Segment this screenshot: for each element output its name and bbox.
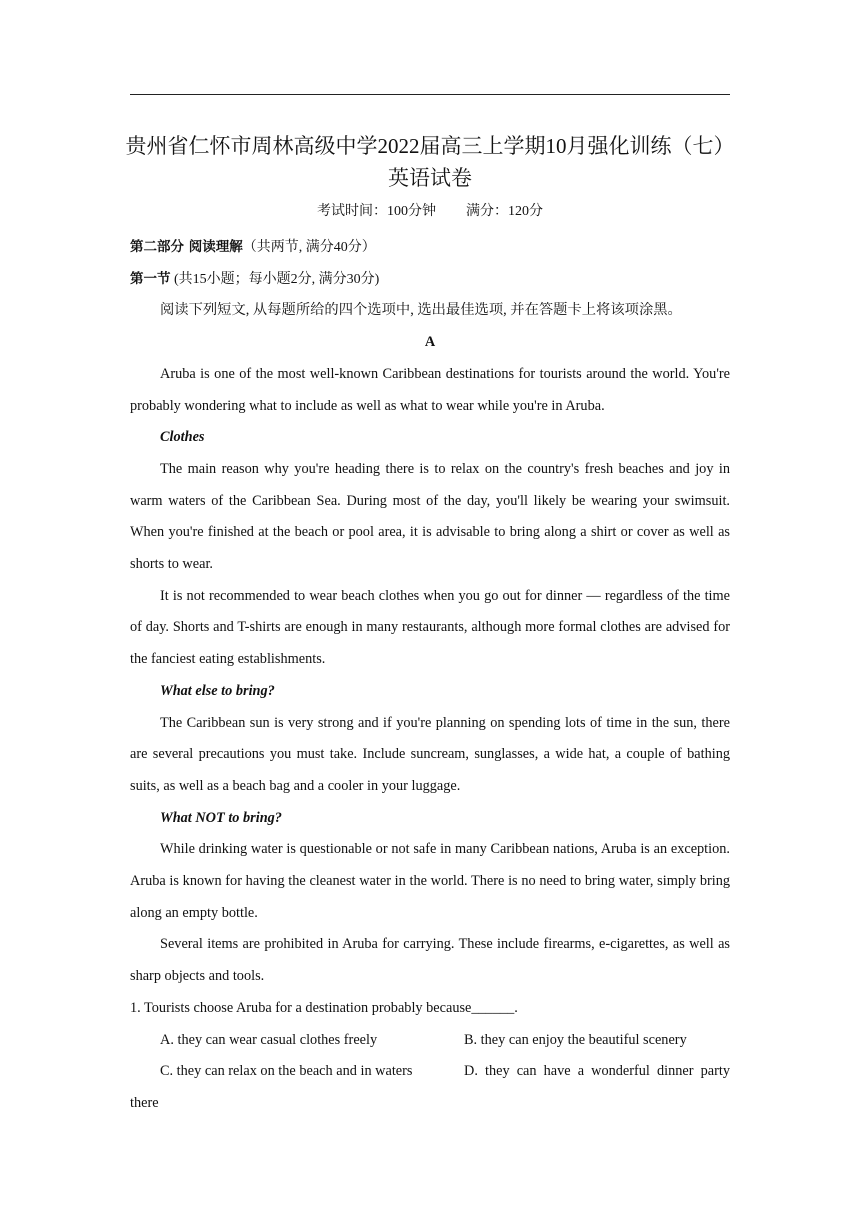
option-d-continuation: there xyxy=(130,1094,159,1111)
exam-info xyxy=(130,201,730,223)
part-two-note: （共两节, 满分40分） xyxy=(242,240,376,255)
question-1-stem: 1. Tourists choose Aruba for a destination probably because______. xyxy=(130,999,518,1016)
title-line-2: 英语试卷 xyxy=(388,166,472,190)
clothes-paragraph-1: The main reason why you're heading there is to relax on the country's fresh beaches and joy in warm waters of the Caribbean Sea. During most of the day, you'll likely be wearing your swimsuit. When you're finished at the beach or pool area, it is advisable to bring along a shirt or cover as well as shorts to wear. xyxy=(130,460,730,573)
what-not-paragraph-2: Several items are prohibited in Aruba for carrying. These include firearms, e-cigarettes, as well as sharp objects and tools. xyxy=(130,936,730,985)
what-else-paragraph: The Caribbean sun is very strong and if you're planning on spending lots of time in the sun, there are several precautions you must take. Include suncream, sunglasses, a wide hat, a couple of bathing suits, as well as a beach bag and a cooler in your luggage. xyxy=(130,714,730,794)
top-rule xyxy=(130,94,730,95)
passage-intro: Aruba is one of the most well-known Caribbean destinations for tourists around the world. You're probably wondering what to include as well as what to wear while you're in Aruba. xyxy=(130,365,730,414)
option-c: C. they can relax on the beach and in waters xyxy=(160,1063,413,1080)
part-two-title: 第二部分 阅读理解 xyxy=(130,239,243,255)
clothes-paragraph-2: It is not recommended to wear beach clothes when you go out for dinner — regardless of the time of day. Shorts and T-shirts are enough in many restaurants, although more formal clothes are advised for the fanciest eating establishments. xyxy=(130,587,730,668)
section-one-heading xyxy=(130,264,730,296)
what-not-heading: What NOT to bring? xyxy=(160,809,282,826)
document-title xyxy=(120,130,740,194)
part-two-heading xyxy=(130,232,730,264)
question-1-options-row-2 xyxy=(130,1056,730,1088)
what-not-paragraph-1: While drinking water is questionable or not safe in many Caribbean nations, Aruba is an exception. Aruba is known for having the cleanest water in the world. There is no need to bring water, simply bring along an empty bottle. xyxy=(130,841,730,921)
document-body xyxy=(130,232,730,1120)
full-score: 满分：120分 xyxy=(466,204,543,219)
section-instruction: 阅读下列短文, 从每题所给的四个选项中, 选出最佳选项, 并在答题卡上将该项涂黑。 xyxy=(160,302,682,319)
option-d: D. they can have a wonderful dinner party xyxy=(464,1063,730,1080)
what-else-heading: What else to bring? xyxy=(160,682,275,699)
section-one-note: (共15小题；每小题2分, 满分30分) xyxy=(174,271,380,287)
exam-time: 考试时间：100分钟 xyxy=(317,204,436,219)
clothes-heading: Clothes xyxy=(160,429,205,446)
question-1-options-row-1 xyxy=(130,1025,730,1057)
option-a: A. they can wear casual clothes freely xyxy=(160,1031,378,1048)
option-b: B. they can enjoy the beautiful scenery xyxy=(464,1031,687,1048)
section-one-title: 第一节 xyxy=(130,270,171,287)
title-line-1: 贵州省仁怀市周林高级中学2022届高三上学期10月强化训练（七） xyxy=(125,134,735,158)
passage-label: A xyxy=(424,334,436,351)
